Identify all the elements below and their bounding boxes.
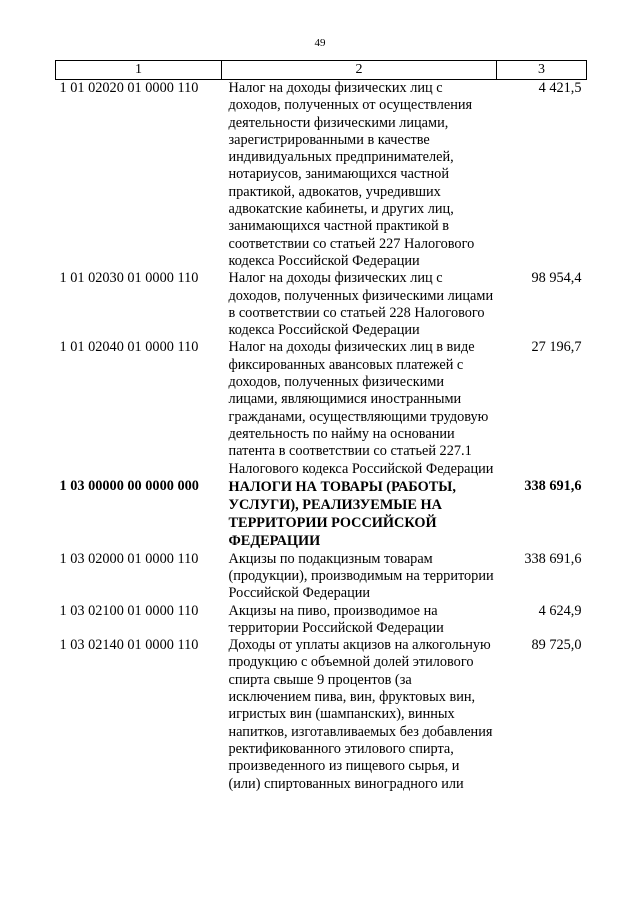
column-header-code: 1	[56, 61, 222, 80]
table-row	[56, 80, 587, 271]
row-description: Акцизы по подакцизным товарам (продукции), производимым на территории Российской Федерации	[228, 550, 494, 602]
header-row	[56, 61, 587, 80]
row-description: Акцизы на пиво, производимое на территории Российской Федерации	[228, 602, 444, 636]
row-code: 1 03 02140 01 0000 110	[59, 637, 199, 654]
table-row	[56, 270, 587, 339]
row-description: Налог на доходы физических лиц с доходов, полученных физическими лицами в соответствии со статьей 228 Налогового кодекса Российской Федерации	[228, 270, 494, 339]
row-code: 1 01 02020 01 0000 110	[59, 80, 199, 96]
row-description: Налог на доходы физических лиц в виде фиксированных авансовых платежей с доходов, полученных физическими лицами, являющимися иностранными гражданами, осуществляющими трудовую деятельность по найму на основании патента в соответствии со статьей 227.1 Налогового кодекса Российской Федерации	[228, 339, 494, 477]
row-description: Доходы от уплаты акцизов на алкогольную продукцию с объемной долей этилового спирта свыше 9 процентов (за исключением пива, вин, фруктовых вин, игристых вин (шампанских), винных напитков, изготавливаемых без добавления ректификованного этилового спирта, произведенного из пищевого сырья, и (или) спиртованных виноградного или	[228, 637, 493, 792]
budget-table	[55, 60, 587, 793]
row-code: 1 01 02030 01 0000 110	[59, 270, 199, 287]
row-amount: 98 954,4	[531, 270, 582, 287]
table-header	[56, 61, 587, 80]
table-row	[56, 551, 587, 603]
table-row	[56, 603, 587, 638]
row-code: 1 03 00000 00 0000 000	[59, 477, 199, 494]
table-body	[56, 80, 587, 793]
row-amount: 338 691,6	[524, 550, 582, 567]
column-header-amount: 3	[497, 61, 587, 80]
table-row	[56, 637, 587, 793]
row-description: НАЛОГИ НА ТОВАРЫ (РАБОТЫ, УСЛУГИ), РЕАЛИЗУЕМЫЕ НА ТЕРРИТОРИИ РОССИЙСКОЙ ФЕДЕРАЦИИ	[228, 478, 456, 550]
table-row	[56, 339, 587, 477]
row-code: 1 03 02100 01 0000 110	[59, 602, 199, 619]
row-amount: 338 691,6	[524, 477, 582, 494]
row-code: 1 01 02040 01 0000 110	[59, 339, 199, 356]
row-amount: 89 725,0	[531, 637, 582, 654]
row-amount: 27 196,7	[531, 339, 582, 356]
row-amount: 4 421,5	[538, 80, 582, 96]
column-header-description: 2	[222, 61, 497, 80]
page-number: 49	[314, 37, 326, 49]
table-row	[56, 478, 587, 551]
row-code: 1 03 02000 01 0000 110	[59, 550, 199, 567]
row-amount: 4 624,9	[538, 602, 582, 619]
row-description: Налог на доходы физических лиц с доходов, полученных от осуществления деятельности физическими лицами, зарегистрированными в качестве индивидуальных предпринимателей, нотариусов, занимающихся частной практикой, адвокатов, учредивших адвокатские кабинеты, и других лиц, занимающихся частной практикой в соответствии со статьей 227 Налогового кодекса Российской Федерации	[228, 80, 475, 269]
